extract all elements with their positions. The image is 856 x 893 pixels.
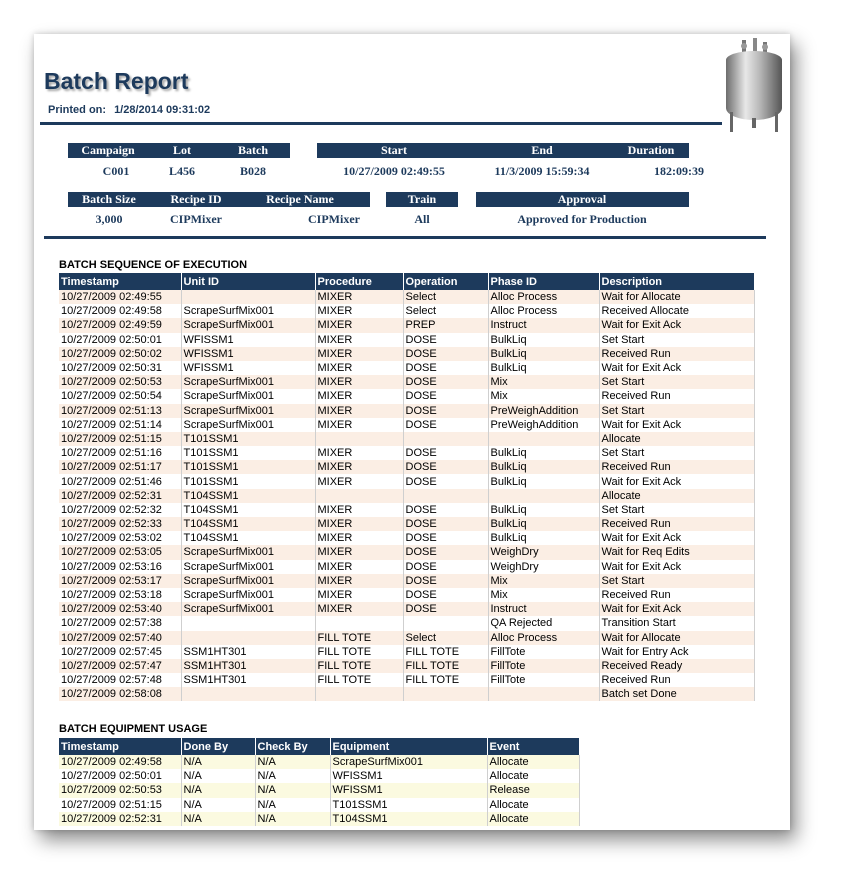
table-cell: FILL TOTE [315,645,403,659]
table-cell: FillTote [488,673,599,687]
table-cell: N/A [255,798,330,812]
table-cell: Set Start [599,375,754,389]
table-row [59,333,754,347]
table-row [59,755,579,769]
table-cell: PreWeighAddition [488,418,599,432]
batch-size-label: Batch Size [82,192,136,206]
table-row [59,673,754,687]
table-cell: Set Start [599,333,754,347]
table-cell: 10/27/2009 02:50:53 [59,783,181,797]
table-row [59,812,579,826]
table-cell: DOSE [403,375,488,389]
table-row [59,503,754,517]
sequence-table [59,273,755,701]
equipment-table [59,738,580,826]
table-cell: Instruct [488,318,599,332]
table-cell: DOSE [403,503,488,517]
table-row [59,517,754,531]
table-cell: Wait for Allocate [599,631,754,645]
table-row [59,375,754,389]
table-cell: Wait for Exit Ack [599,418,754,432]
table-cell: Received Run [599,389,754,403]
table-cell: MIXER [315,560,403,574]
table-cell: ScrapeSurfMix001 [181,602,315,616]
table-cell: BulkLiq [488,347,599,361]
equipment-col-done-by: Done By [181,738,255,755]
campaign-value: C001 [102,164,130,178]
table-cell: DOSE [403,347,488,361]
table-cell: T101SSM1 [181,474,315,488]
table-cell: 10/27/2009 02:57:45 [59,645,181,659]
table-cell: Received Ready [599,659,754,673]
table-cell: 10/27/2009 02:53:18 [59,588,181,602]
table-cell: 10/27/2009 02:50:31 [59,361,181,375]
table-cell: BulkLiq [488,446,599,460]
table-cell: ScrapeSurfMix001 [181,304,315,318]
table-cell: N/A [255,812,330,826]
table-cell: MIXER [315,318,403,332]
train-value: All [414,212,430,226]
table-cell: DOSE [403,588,488,602]
table-cell: 10/27/2009 02:51:15 [59,432,181,446]
table-cell: WFISSM1 [330,783,487,797]
table-row [59,531,754,545]
start-value: 10/27/2009 02:49:55 [343,164,445,178]
table-cell: MIXER [315,474,403,488]
table-cell: QA Rejected [488,616,599,630]
table-cell: DOSE [403,545,488,559]
table-cell: Alloc Process [488,290,599,304]
batch-value: B028 [239,164,267,178]
table-cell: T101SSM1 [330,798,487,812]
table-cell: 10/27/2009 02:52:31 [59,489,181,503]
table-cell: MIXER [315,545,403,559]
batch-report-page [34,34,790,830]
table-cell: 10/27/2009 02:53:16 [59,560,181,574]
table-cell: 10/27/2009 02:51:14 [59,418,181,432]
table-cell: Set Start [599,574,754,588]
table-cell: Wait for Exit Ack [599,318,754,332]
table-cell: DOSE [403,389,488,403]
table-cell: Received Run [599,588,754,602]
end-value: 11/3/2009 15:59:34 [494,164,590,178]
table-cell: Allocate [487,755,579,769]
table-cell: PREP [403,318,488,332]
table-cell: 10/27/2009 02:50:01 [59,769,181,783]
lot-label: Lot [173,143,191,157]
table-cell: PreWeighAddition [488,404,599,418]
table-cell: Mix [488,588,599,602]
table-cell: ScrapeSurfMix001 [181,375,315,389]
table-cell: Mix [488,389,599,403]
table-cell: ScrapeSurfMix001 [181,318,315,332]
table-cell: 10/27/2009 02:53:05 [59,545,181,559]
approval-label: Approval [557,192,607,206]
duration-value: 182:09:39 [654,164,704,178]
table-cell: MIXER [315,404,403,418]
table-row [59,659,754,673]
table-row [59,560,754,574]
table-cell: DOSE [403,602,488,616]
table-row [59,290,754,304]
mixing-tank-image [720,38,788,134]
table-cell: WFISSM1 [181,333,315,347]
table-cell: Allocate [599,432,754,446]
table-cell [181,616,315,630]
table-cell: BulkLiq [488,333,599,347]
table-cell: MIXER [315,389,403,403]
table-cell: ScrapeSurfMix001 [181,418,315,432]
sequence-col-phase-id: Phase ID [488,273,599,290]
table-cell: WFISSM1 [330,769,487,783]
table-cell: 10/27/2009 02:58:08 [59,687,181,701]
table-cell: N/A [181,783,255,797]
table-cell: Select [403,290,488,304]
table-cell: Allocate [487,769,579,783]
table-row [59,304,754,318]
table-cell: Mix [488,375,599,389]
table-cell: 10/27/2009 02:57:40 [59,631,181,645]
train-label: Train [407,192,437,206]
header-train [386,192,458,207]
table-cell [315,489,403,503]
table-cell: SSM1HT301 [181,673,315,687]
batch-label: Batch [238,143,268,157]
table-cell: T101SSM1 [181,460,315,474]
table-cell [403,489,488,503]
table-row [59,783,579,797]
table-row [59,474,754,488]
table-cell: ScrapeSurfMix001 [330,755,487,769]
sequence-section-title: BATCH SEQUENCE OF EXECUTION [59,259,248,271]
table-cell: MIXER [315,446,403,460]
table-cell: 10/27/2009 02:51:15 [59,798,181,812]
table-cell: MIXER [315,517,403,531]
table-cell: Set Start [599,446,754,460]
approval-value: Approved for Production [517,212,647,226]
equipment-header-row [59,738,579,755]
table-row [59,769,579,783]
recipe-name-label: Recipe Name [266,192,334,206]
table-cell: MIXER [315,375,403,389]
table-cell [181,631,315,645]
table-cell: Wait for Entry Ack [599,645,754,659]
table-cell: ScrapeSurfMix001 [181,404,315,418]
table-cell: 10/27/2009 02:51:17 [59,460,181,474]
table-cell [488,489,599,503]
recipe-name-value: CIPMixer [308,212,360,226]
table-row [59,489,754,503]
sequence-col-operation: Operation [403,273,488,290]
table-cell: BulkLiq [488,460,599,474]
duration-label: Duration [627,143,675,157]
table-cell: 10/27/2009 02:53:17 [59,574,181,588]
table-cell: T104SSM1 [181,517,315,531]
table-cell [315,432,403,446]
sequence-header-row [59,273,754,290]
table-cell: Alloc Process [488,304,599,318]
table-cell: N/A [181,769,255,783]
table-cell: DOSE [403,474,488,488]
table-cell: Received Run [599,673,754,687]
table-row [59,616,754,630]
table-cell: FILL TOTE [403,673,488,687]
table-cell: 10/27/2009 02:50:54 [59,389,181,403]
table-cell: FILL TOTE [403,645,488,659]
summary-divider [44,236,766,239]
table-cell: DOSE [403,418,488,432]
table-cell: N/A [181,798,255,812]
page-title: Batch Report [44,68,189,94]
table-cell: Wait for Exit Ack [599,361,754,375]
table-cell: T104SSM1 [181,503,315,517]
table-cell: MIXER [315,361,403,375]
table-cell: 10/27/2009 02:57:38 [59,616,181,630]
table-cell: DOSE [403,446,488,460]
values-row-1 [68,164,708,180]
table-cell: 10/27/2009 02:49:59 [59,318,181,332]
table-cell: T101SSM1 [181,446,315,460]
table-cell: N/A [255,755,330,769]
table-cell: DOSE [403,574,488,588]
table-cell: Set Start [599,404,754,418]
table-cell: 10/27/2009 02:49:58 [59,304,181,318]
table-row [59,798,579,812]
values-row-2 [68,212,708,228]
equipment-col-equipment: Equipment [330,738,487,755]
table-cell: 10/27/2009 02:57:47 [59,659,181,673]
printed-value: 1/28/2014 09:31:02 [114,104,211,116]
table-cell: MIXER [315,602,403,616]
header-campaign-lot-batch [68,143,290,158]
table-cell [488,432,599,446]
table-cell [403,616,488,630]
table-cell: 10/27/2009 02:52:33 [59,517,181,531]
table-cell: T104SSM1 [181,489,315,503]
table-cell: N/A [255,769,330,783]
table-cell: 10/27/2009 02:50:02 [59,347,181,361]
table-cell: MIXER [315,418,403,432]
table-cell: BulkLiq [488,361,599,375]
recipe-id-label: Recipe ID [170,192,222,206]
table-cell [181,290,315,304]
table-row [59,631,754,645]
table-cell: FILL TOTE [315,659,403,673]
table-cell: SSM1HT301 [181,659,315,673]
table-cell: Wait for Exit Ack [599,560,754,574]
end-label: End [531,143,553,157]
table-cell: 10/27/2009 02:52:31 [59,812,181,826]
table-cell: WeighDry [488,560,599,574]
table-cell: MIXER [315,503,403,517]
table-cell: Transition Start [599,616,754,630]
table-cell: BulkLiq [488,531,599,545]
table-cell: Wait for Exit Ack [599,602,754,616]
table-cell: Allocate [487,812,579,826]
table-row [59,687,754,701]
table-cell: FILL TOTE [315,673,403,687]
table-cell: Set Start [599,503,754,517]
sequence-col-timestamp: Timestamp [59,273,181,290]
table-row [59,318,754,332]
table-cell: 10/27/2009 02:49:55 [59,290,181,304]
table-cell: N/A [181,812,255,826]
table-cell: MIXER [315,588,403,602]
table-cell: Wait for Exit Ack [599,531,754,545]
table-row [59,389,754,403]
table-cell: 10/27/2009 02:50:01 [59,333,181,347]
table-cell: MIXER [315,531,403,545]
table-cell: 10/27/2009 02:53:02 [59,531,181,545]
table-cell: Instruct [488,602,599,616]
table-cell: 10/27/2009 02:51:46 [59,474,181,488]
table-cell: Alloc Process [488,631,599,645]
table-cell: DOSE [403,404,488,418]
table-cell: Select [403,304,488,318]
table-cell: WeighDry [488,545,599,559]
header-start-end-duration [317,143,689,158]
printed-label: Printed on: [48,104,107,116]
equipment-col-check-by: Check By [255,738,330,755]
equipment-col-event: Event [487,738,579,755]
equipment-col-timestamp: Timestamp [59,738,181,755]
table-cell: Received Run [599,517,754,531]
table-cell [315,687,403,701]
table-cell: Allocate [487,798,579,812]
table-row [59,361,754,375]
table-cell: ScrapeSurfMix001 [181,588,315,602]
table-cell: 10/27/2009 02:52:32 [59,503,181,517]
table-cell: SSM1HT301 [181,645,315,659]
table-row [59,446,754,460]
table-cell: Received Allocate [599,304,754,318]
equipment-section-title: BATCH EQUIPMENT USAGE [59,723,208,735]
table-row [59,347,754,361]
header-approval [476,192,689,207]
table-cell: DOSE [403,560,488,574]
start-label: Start [381,143,407,157]
table-cell: DOSE [403,531,488,545]
table-cell [181,687,315,701]
table-cell: WFISSM1 [181,347,315,361]
table-row [59,432,754,446]
table-cell: N/A [181,755,255,769]
table-cell: MIXER [315,460,403,474]
table-cell: T104SSM1 [181,531,315,545]
table-row [59,460,754,474]
campaign-label: Campaign [81,143,135,157]
table-cell: 10/27/2009 02:49:58 [59,755,181,769]
table-row [59,645,754,659]
table-row [59,404,754,418]
table-cell: ScrapeSurfMix001 [181,389,315,403]
table-cell: BulkLiq [488,474,599,488]
table-cell: 10/27/2009 02:57:48 [59,673,181,687]
table-cell: FILL TOTE [315,631,403,645]
table-cell: FILL TOTE [403,659,488,673]
table-cell: Batch set Done [599,687,754,701]
table-cell: ScrapeSurfMix001 [181,545,315,559]
table-cell: DOSE [403,333,488,347]
table-cell: FillTote [488,645,599,659]
table-row [59,588,754,602]
table-cell: DOSE [403,361,488,375]
table-cell: DOSE [403,517,488,531]
table-cell: WFISSM1 [181,361,315,375]
table-cell: MIXER [315,290,403,304]
sequence-col-procedure: Procedure [315,273,403,290]
header-divider [40,122,722,125]
batch-size-value: 3,000 [95,212,123,226]
table-cell: 10/27/2009 02:51:13 [59,404,181,418]
table-cell: N/A [255,783,330,797]
table-cell: MIXER [315,333,403,347]
table-cell: DOSE [403,460,488,474]
table-cell: 10/27/2009 02:53:40 [59,602,181,616]
table-cell: FillTote [488,659,599,673]
table-row [59,545,754,559]
table-cell [315,616,403,630]
table-cell: ScrapeSurfMix001 [181,560,315,574]
table-cell: Release [487,783,579,797]
table-cell: Select [403,631,488,645]
lot-value: L456 [168,164,196,178]
printed-on [48,104,210,116]
table-cell: T104SSM1 [330,812,487,826]
table-cell: T101SSM1 [181,432,315,446]
table-cell [488,687,599,701]
table-cell: Wait for Allocate [599,290,754,304]
recipe-id-value: CIPMixer [170,212,222,226]
header-batch-recipe [68,192,370,207]
table-cell: Mix [488,574,599,588]
table-cell: MIXER [315,574,403,588]
table-cell: BulkLiq [488,517,599,531]
table-cell: MIXER [315,347,403,361]
table-row [59,418,754,432]
table-cell: Wait for Exit Ack [599,474,754,488]
table-cell [403,432,488,446]
sequence-col-unit-id: Unit ID [181,273,315,290]
table-row [59,602,754,616]
table-cell: Received Run [599,460,754,474]
table-cell: Received Run [599,347,754,361]
table-cell: Allocate [599,489,754,503]
sequence-col-description: Description [599,273,754,290]
table-cell [403,687,488,701]
table-cell: BulkLiq [488,503,599,517]
table-cell: 10/27/2009 02:50:53 [59,375,181,389]
table-cell: Wait for Req Edits [599,545,754,559]
table-cell: ScrapeSurfMix001 [181,574,315,588]
table-row [59,574,754,588]
table-cell: 10/27/2009 02:51:16 [59,446,181,460]
table-cell: MIXER [315,304,403,318]
